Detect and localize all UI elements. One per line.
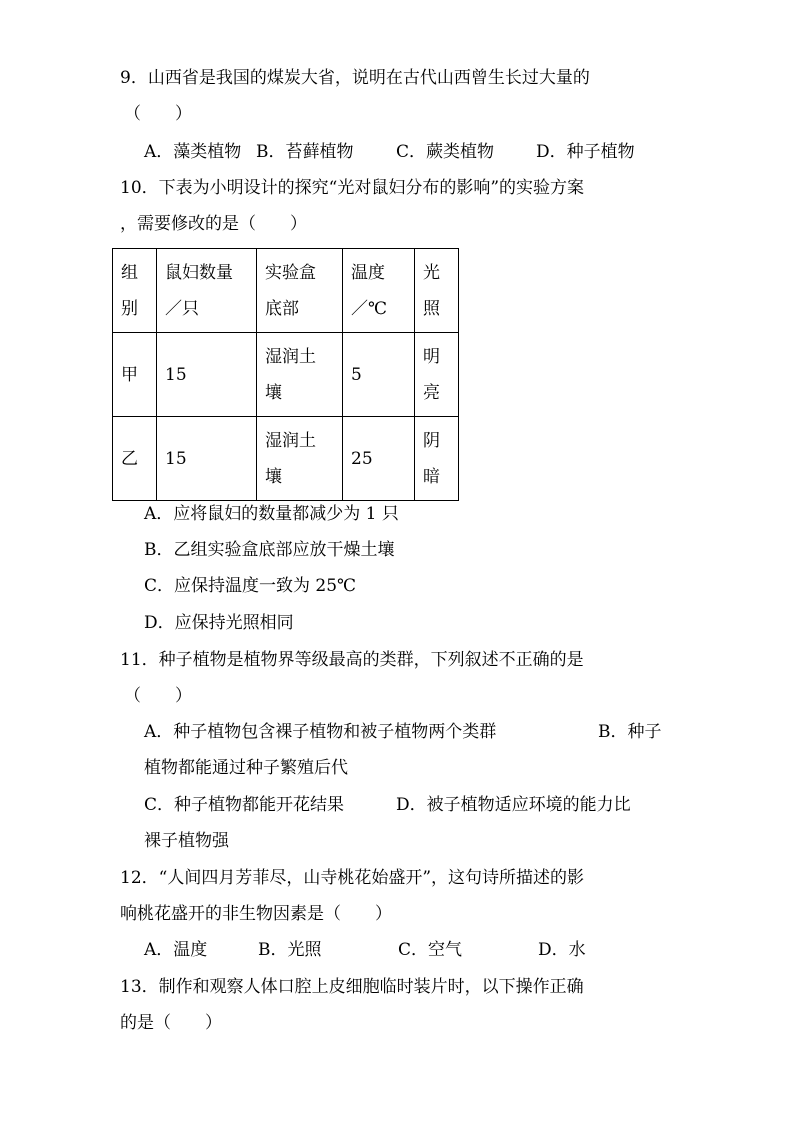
q13-stem-line1: 13．制作和观察人体口腔上皮细胞临时装片时，以下操作正确 — [120, 977, 584, 997]
q9-option-d: D．种子植物 — [536, 142, 635, 162]
q12-stem-line1: 12．“人间四月芳菲尽，山寺桃花始盛开”，这句诗所描述的影 — [120, 868, 585, 888]
q10-option-a: A．应将鼠妇的数量都减少为 1 只 — [144, 504, 399, 524]
q11-option-d-end: 裸子植物强 — [144, 831, 229, 851]
q11-stem: 11．种子植物是植物界等级最高的类群，下列叙述不正确的是 — [120, 650, 584, 670]
row-bottom: 湿润土 壤 — [257, 417, 343, 501]
table-row — [113, 417, 459, 501]
q10-option-b: B．乙组实验盒底部应放干燥土壤 — [144, 540, 395, 560]
row-light: 明 亮 — [415, 333, 459, 417]
row-temperature: 25 — [343, 417, 415, 501]
q11-option-a: A．种子植物包含裸子植物和被子植物两个类群 — [144, 722, 497, 742]
q9-answer-paren: （ ） — [124, 104, 192, 124]
row-bottom: 湿润土 壤 — [257, 333, 343, 417]
header-temperature: 温度 ／℃ — [343, 249, 415, 333]
row-temperature: 5 — [343, 333, 415, 417]
q9-option-a: A．藻类植物 — [144, 142, 242, 162]
q12-stem-line2: 响桃花盛开的非生物因素是（ ） — [120, 904, 392, 924]
table-row — [113, 333, 459, 417]
q10-option-c: C．应保持温度一致为 25℃ — [144, 576, 357, 596]
q12-option-d: D．水 — [538, 940, 586, 960]
header-group: 组 别 — [113, 249, 157, 333]
q10-option-d: D．应保持光照相同 — [144, 613, 294, 633]
q9-stem: 9．山西省是我国的煤炭大省，说明在古代山西曾生长过大量的 — [120, 68, 590, 88]
q11-option-d-start: D．被子植物适应环境的能力比 — [396, 795, 631, 815]
header-count: 鼠妇数量 ／只 — [157, 249, 257, 333]
q11-option-c: C．种子植物都能开花结果 — [144, 795, 345, 815]
table-header-row — [113, 249, 459, 333]
row-group: 乙 — [113, 417, 157, 501]
q12-option-a: A．温度 — [144, 940, 208, 960]
q11-option-b-start: B．种子 — [598, 722, 662, 742]
row-light: 阴 暗 — [415, 417, 459, 501]
q9-option-b: B．苔藓植物 — [256, 142, 354, 162]
q11-option-b-end: 植物都能通过种子繁殖后代 — [144, 758, 348, 778]
header-bottom: 实验盒 底部 — [257, 249, 343, 333]
q12-option-b: B．光照 — [258, 940, 322, 960]
header-light: 光 照 — [415, 249, 459, 333]
q9-option-c: C．蕨类植物 — [396, 142, 495, 162]
row-count: 15 — [157, 417, 257, 501]
q10-stem-line2: ，需要修改的是（ ） — [120, 214, 307, 234]
q13-stem-line2: 的是（ ） — [120, 1013, 222, 1033]
row-count: 15 — [157, 333, 257, 417]
q11-answer-paren: （ ） — [124, 686, 192, 706]
q10-stem-line1: 10．下表为小明设计的探究“光对鼠妇分布的影响”的实验方案 — [120, 178, 585, 198]
experiment-table — [112, 248, 459, 501]
row-group: 甲 — [113, 333, 157, 417]
q12-option-c: C．空气 — [398, 940, 463, 960]
